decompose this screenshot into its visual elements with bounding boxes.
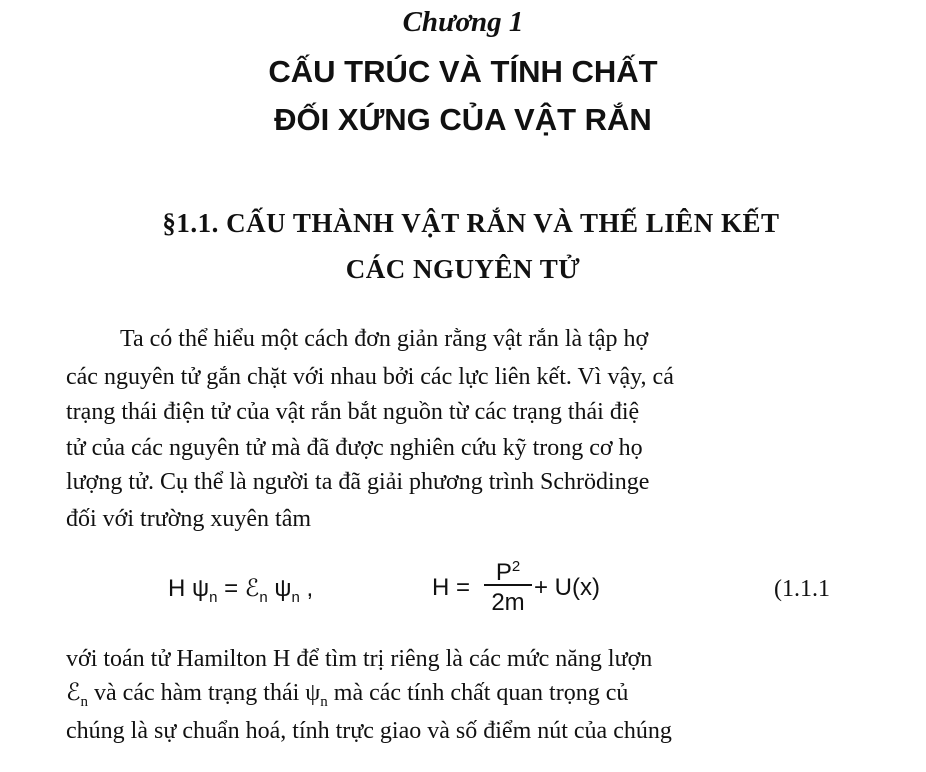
paragraph-line: chúng là sự chuẩn hoá, tính trực giao và số điểm nút của chúng	[66, 718, 672, 744]
section-title-line-1: §1.1. CẤU THÀNH VẬT RẮN VÀ THẾ LIÊN KẾT	[162, 208, 780, 238]
potential-term: + U(x)	[534, 574, 600, 601]
paragraph-line: với toán tử Hamilton H để tìm trị riêng là các mức năng lượn	[66, 646, 653, 672]
paragraph-line: trạng thái điện tử của vật rắn bắt nguồn từ các trạng thái điệ	[66, 399, 640, 425]
fraction-denominator: 2m	[491, 589, 525, 616]
equation-lhs: H $\psi_n$ = ℰ$_n$ $\psi_n$ ,	[168, 575, 314, 606]
paragraph-line: Ta có thể hiểu một cách đơn giản rằng vật rắn là tập hợ	[120, 326, 649, 352]
paragraph-line: ℰ$_n$ và các hàm trạng thái $\psi_n$ mà các tính chất quan trọng củ	[66, 679, 629, 710]
hamiltonian-label: H =	[432, 574, 471, 601]
chapter-title-line-2: ĐỐI XỨNG CỦA VẬT RẮN	[274, 102, 652, 137]
section-title-line-2: CÁC NGUYÊN TỬ	[345, 254, 581, 284]
paragraph-line: đối với trường xuyên tâm	[66, 506, 312, 532]
paragraph-line: lượng tử. Cụ thể là người ta đã giải phương trình Schrödinge	[66, 469, 650, 495]
paragraph-line: các nguyên tử gắn chặt với nhau bởi các lực liên kết. Vì vậy, cá	[66, 364, 674, 390]
chapter-label: Chương 1	[402, 6, 524, 38]
momentum-fraction	[484, 552, 532, 618]
equation-1-1-1	[0, 550, 926, 630]
equation-number: (1.1.1	[774, 576, 830, 602]
paragraph-line: tử của các nguyên tử mà đã được nghiên cứu kỹ trong cơ họ	[66, 435, 643, 461]
fraction-numerator: $P^2$	[495, 558, 521, 586]
chapter-title-line-1: CẤU TRÚC VÀ TÍNH CHẤT	[268, 54, 658, 89]
